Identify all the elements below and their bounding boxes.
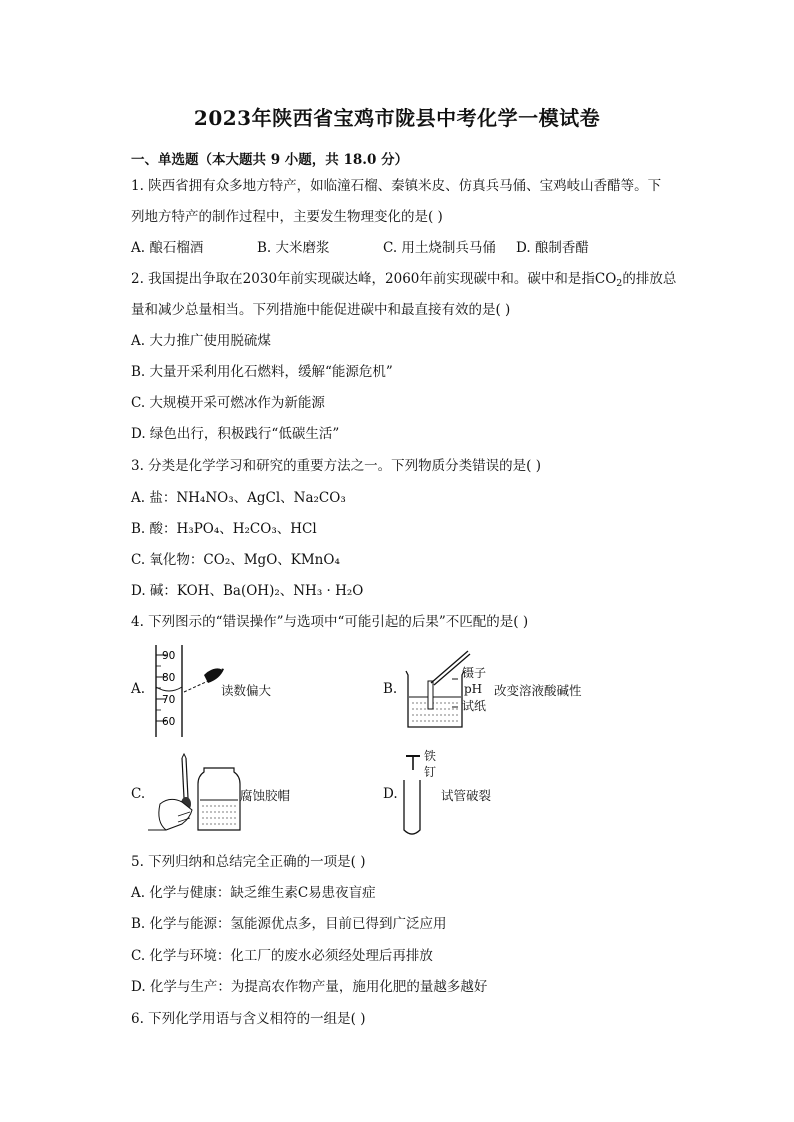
- q4-option-c-letter[interactable]: C.: [131, 786, 146, 802]
- q3-stem: 3. 分类是化学学习和研究的重要方法之一。下列物质分类错误的是( ): [131, 458, 541, 474]
- q3-option-b[interactable]: B. 酸：H₃PO₄、H₂CO₃、HCl: [131, 521, 317, 537]
- q4-option-b-letter[interactable]: B.: [383, 681, 398, 697]
- q1-option-d[interactable]: D. 酿制香醋: [516, 240, 589, 256]
- q2-option-a[interactable]: A. 大力推广使用脱硫煤: [131, 333, 271, 349]
- tick-90: 90: [162, 650, 176, 662]
- q2-option-b[interactable]: B. 大量开采利用化石燃料，缓解“能源危机”: [131, 364, 393, 380]
- tick-60: 60: [162, 716, 176, 728]
- dropper-bottle-figure: [148, 752, 243, 840]
- q1-option-a[interactable]: A. 酿石榴酒: [131, 240, 204, 256]
- q3-option-c[interactable]: C. 氧化物：CO₂、MgO、KMnO₄: [131, 552, 340, 568]
- q1-option-b[interactable]: B. 大米磨浆: [257, 240, 330, 256]
- q3-option-a[interactable]: A. 盐：NH₄NO₃、AgCl、Na₂CO₃: [131, 490, 346, 506]
- q1-stem-line1: 1. 陕西省拥有众多地方特产，如临潼石榴、秦镇米皮、仿真兵马俑、宝鸡岐山香醋等。下: [131, 178, 662, 194]
- q4-option-b-text: 改变溶液酸碱性: [494, 683, 582, 698]
- q2-stem-line2: 量和减少总量相当。下列措施中能促进碳中和最直接有效的是( ): [131, 302, 511, 318]
- test-tube-nail-figure: [400, 750, 430, 840]
- iron-label: 铁: [424, 749, 437, 763]
- q5-option-a[interactable]: A. 化学与健康：缺乏维生素C易患夜盲症: [131, 885, 376, 901]
- q5-option-b[interactable]: B. 化学与能源：氢能源优点多，目前已得到广泛应用: [131, 916, 447, 932]
- ph-label: pH: [464, 682, 483, 696]
- tick-80: 80: [162, 672, 176, 684]
- q4-stem: 4. 下列图示的“错误操作”与选项中“可能引起的后果”不匹配的是( ): [131, 614, 529, 630]
- q5-stem: 5. 下列归纳和总结完全正确的一项是( ): [131, 854, 366, 870]
- q4-option-d-text: 试管破裂: [441, 788, 492, 803]
- test-paper-label: 试纸: [462, 699, 487, 713]
- q1-options: [131, 239, 691, 257]
- q6-stem: 6. 下列化学用语与含义相符的一组是( ): [131, 1011, 366, 1027]
- q5-option-d[interactable]: D. 化学与生产：为提高农作物产量，施用化肥的量越多越好: [131, 979, 488, 995]
- q3-option-d[interactable]: D. 碱：KOH、Ba(OH)₂、NH₃ · H₂O: [131, 583, 364, 599]
- q2-option-d[interactable]: D. 绿色出行，积极践行“低碳生活”: [131, 426, 340, 442]
- section-heading: 一、单选题（本大题共 9 小题，共 18.0 分）: [131, 152, 409, 168]
- q2-stem-line1: 2. 我国提出争取在2030年前实现碳达峰，2060年前实现碳中和。碳中和是指$CO_2$的排放总: [131, 271, 677, 289]
- page-title: 2023年陕西省宝鸡市陇县中考化学一模试卷: [193, 106, 601, 130]
- q2-option-c[interactable]: C. 大规模开采可燃冰作为新能源: [131, 395, 325, 411]
- q4-option-c-text: 腐蚀胶帽: [240, 788, 291, 803]
- q4-option-a-text: 读数偏大: [221, 683, 272, 698]
- q5-option-c[interactable]: C. 化学与环境：化工厂的废水必须经处理后再排放: [131, 948, 433, 964]
- q4-option-a-letter[interactable]: A.: [131, 681, 146, 697]
- nail-label: 钉: [424, 765, 437, 779]
- q4-option-d-letter[interactable]: D.: [383, 786, 398, 802]
- tick-70: 70: [162, 694, 176, 706]
- q1-stem-line2: 列地方特产的制作过程中，主要发生物理变化的是( ): [131, 209, 443, 225]
- tweezers-label: 镊子: [462, 666, 487, 680]
- q1-option-c[interactable]: C. 用土烧制兵马俑: [383, 240, 496, 256]
